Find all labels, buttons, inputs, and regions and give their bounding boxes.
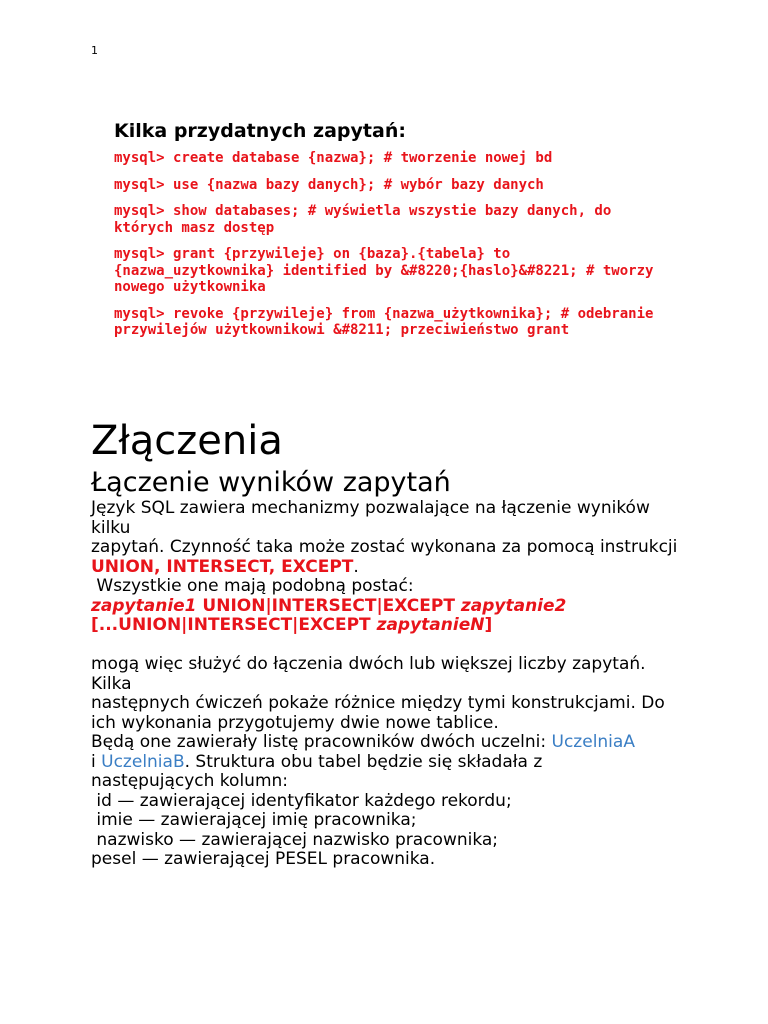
paragraph-line-5-prefix: i [91, 751, 102, 772]
query-create-database: mysql> create database {nazwa}; # tworzenie nowej bd [114, 150, 553, 166]
query-use-database: mysql> use {nazwa bazy danych}; # wybór bazy danych [114, 176, 544, 193]
paragraph-line-2: następnych ćwiczeń pokaże różnice między tymi konstrukcjami. Do [91, 693, 665, 713]
keywords-line [91, 558, 691, 578]
link-uczelnia-a[interactable]: UczelniaA [551, 732, 635, 752]
keywords-period: . [353, 556, 359, 577]
query-show-databases: mysql> show databases; # wyświetla wszystie bazy danych, do których masz dostęp [114, 203, 612, 236]
column-nazwisko: nazwisko — zawierającej nazwisko pracownika; [91, 829, 499, 850]
query-revoke: mysql> revoke {przywileje} from {nazwa_użytkownika}; # odebranie przywilejów użytkownikowi &#8211; przeciwieństwo grant [114, 305, 654, 338]
syntax-operators-1: UNION|INTERSECT|EXCEPT [196, 595, 461, 616]
syntax-operators-2: [...UNION|INTERSECT|EXCEPT [91, 615, 377, 635]
link-uczelnia-b[interactable]: UczelniaB [101, 751, 185, 772]
spacer [91, 636, 691, 656]
paragraph-line-6: następujących kolumn: [91, 771, 289, 791]
section-title: Złączenia [91, 418, 283, 464]
page-number: 1 [91, 44, 98, 57]
column-pesel: pesel — zawierającej PESEL pracownika. [91, 849, 436, 869]
paragraph-line-5 [91, 753, 691, 773]
section-subtitle: Łączenie wyników zapytań [91, 467, 451, 498]
queries-block [114, 120, 674, 349]
syntax-query-n: zapytanieN [376, 615, 485, 635]
form-intro: Wszystkie one mają podobną postać: [91, 576, 414, 596]
keywords: UNION, INTERSECT, EXCEPT [91, 556, 354, 577]
joins-section [91, 415, 691, 870]
column-id: id — zawierającej identyfikator każdego rekordu; [91, 790, 512, 811]
paragraph-line-4 [91, 733, 691, 753]
syntax-line-2 [91, 616, 691, 636]
paragraph-line-1: mogą więc służyć do łączenia dwóch lub większej liczby zapytań. Kilka [91, 654, 646, 694]
intro-line-2: zapytań. Czynność taka może zostać wykonana za pomocą instrukcji [91, 537, 678, 557]
paragraph-line-5-text: . Struktura obu tabel będzie się składała z [184, 751, 543, 772]
syntax-close-bracket: ] [484, 615, 493, 635]
syntax-query-2: zapytanie2 [460, 595, 567, 616]
syntax-query-1: zapytanie1 [91, 595, 197, 616]
queries-heading: Kilka przydatnych zapytań: [114, 120, 406, 142]
paragraph-line-3: ich wykonania przygotujemy dwie nowe tablice. [91, 712, 499, 733]
paragraph-line-4-text: Będą one zawierały listę pracowników dwóch uczelni: [91, 732, 552, 752]
column-imie: imie — zawierającej imię pracownika; [91, 810, 417, 830]
intro-line-1: Język SQL zawiera mechanizmy pozwalające na łączenie wyników kilku [91, 498, 650, 538]
query-grant: mysql> grant {przywileje} on {baza}.{tabela} to {nazwa_uzytkownika} identified by &#8220;{haslo}&#8221; # tworzy nowego użytkownika [114, 246, 654, 295]
syntax-line-1 [91, 597, 691, 617]
